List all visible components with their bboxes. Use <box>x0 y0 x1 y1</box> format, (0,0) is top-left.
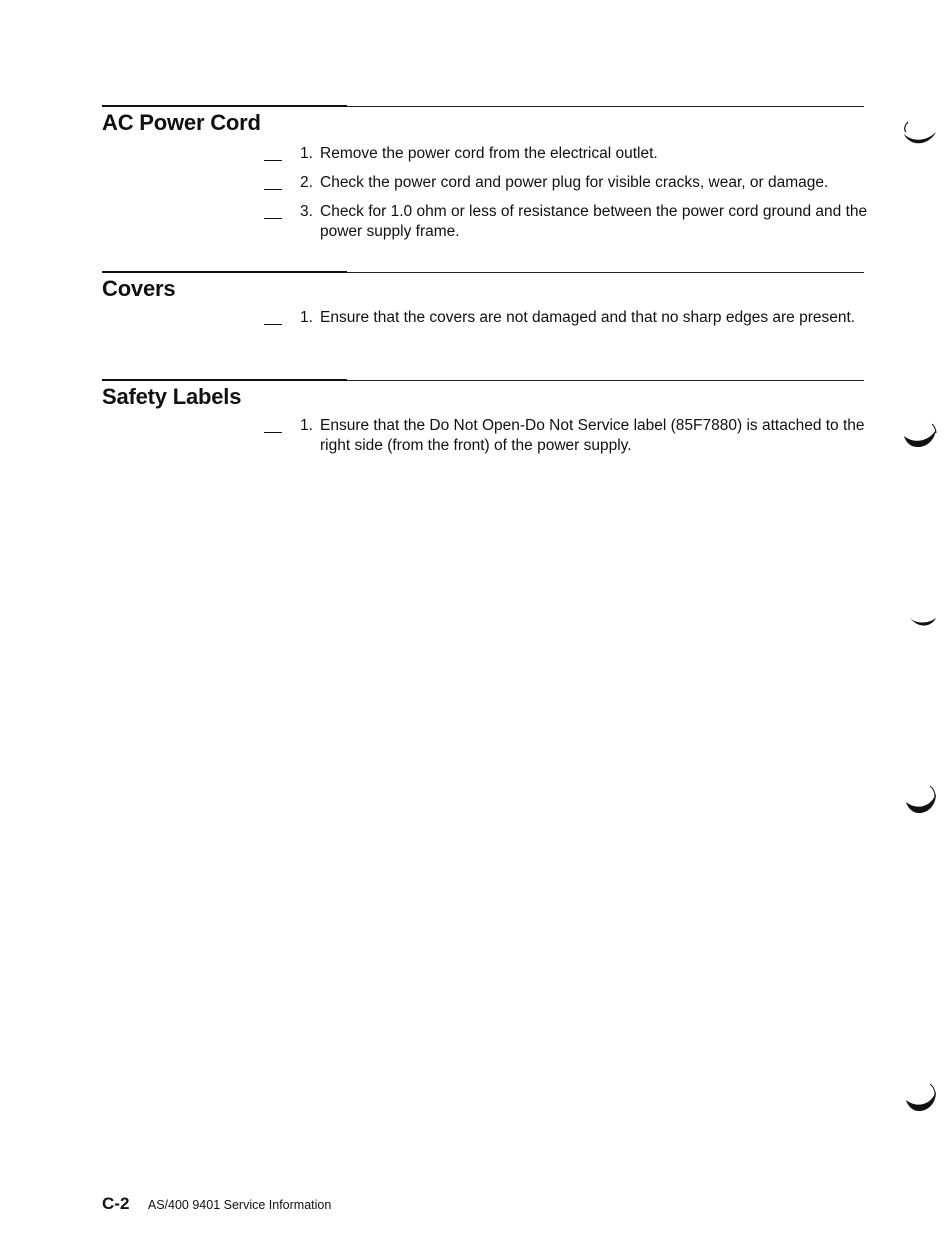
binding-mark-icon <box>902 118 938 148</box>
step-text: Ensure that the Do Not Open-Do Not Service label (85F7880) is attached to the right side (from the front) of the power supply. <box>320 417 865 454</box>
page-number: C-2 <box>102 1194 130 1213</box>
step-text: Remove the power cord from the electrical outlet. <box>320 145 658 162</box>
section-heading: AC Power Cord <box>102 110 261 135</box>
checkbox-line <box>264 218 282 219</box>
binding-mark-icon <box>902 608 938 638</box>
step-number: 1. <box>300 145 313 162</box>
step-number: 2. <box>300 174 313 191</box>
checkbox-line <box>264 432 282 433</box>
step-list <box>264 144 869 251</box>
footer-title: AS/400 9401 Service Information <box>147 1198 332 1212</box>
section-rule <box>102 272 864 273</box>
step-number: 1. <box>300 417 313 434</box>
step-number: 1. <box>300 309 313 326</box>
checkbox-line <box>264 189 282 190</box>
section-rule <box>102 380 864 381</box>
binding-mark-icon <box>902 786 938 816</box>
step-number: 3. <box>300 203 313 220</box>
section-rule <box>102 106 864 107</box>
step-item <box>264 308 869 328</box>
step-text: Check the power cord and power plug for visible cracks, wear, or damage. <box>320 174 829 191</box>
step-list <box>264 416 869 465</box>
binding-mark-icon <box>902 1084 938 1114</box>
step-item <box>264 173 869 193</box>
section-heading: Covers <box>102 276 176 301</box>
step-text: Ensure that the covers are not damaged and that no sharp edges are present. <box>320 309 856 326</box>
step-item <box>264 202 869 242</box>
step-list <box>264 308 869 337</box>
binding-mark-icon <box>902 422 938 452</box>
step-text: Check for 1.0 ohm or less of resistance between the power cord ground and the power supply frame. <box>320 203 868 240</box>
step-item <box>264 144 869 164</box>
checkbox-line <box>264 324 282 325</box>
page-footer <box>102 1194 331 1214</box>
section-heading: Safety Labels <box>102 384 242 409</box>
step-item <box>264 416 869 456</box>
checkbox-line <box>264 160 282 161</box>
